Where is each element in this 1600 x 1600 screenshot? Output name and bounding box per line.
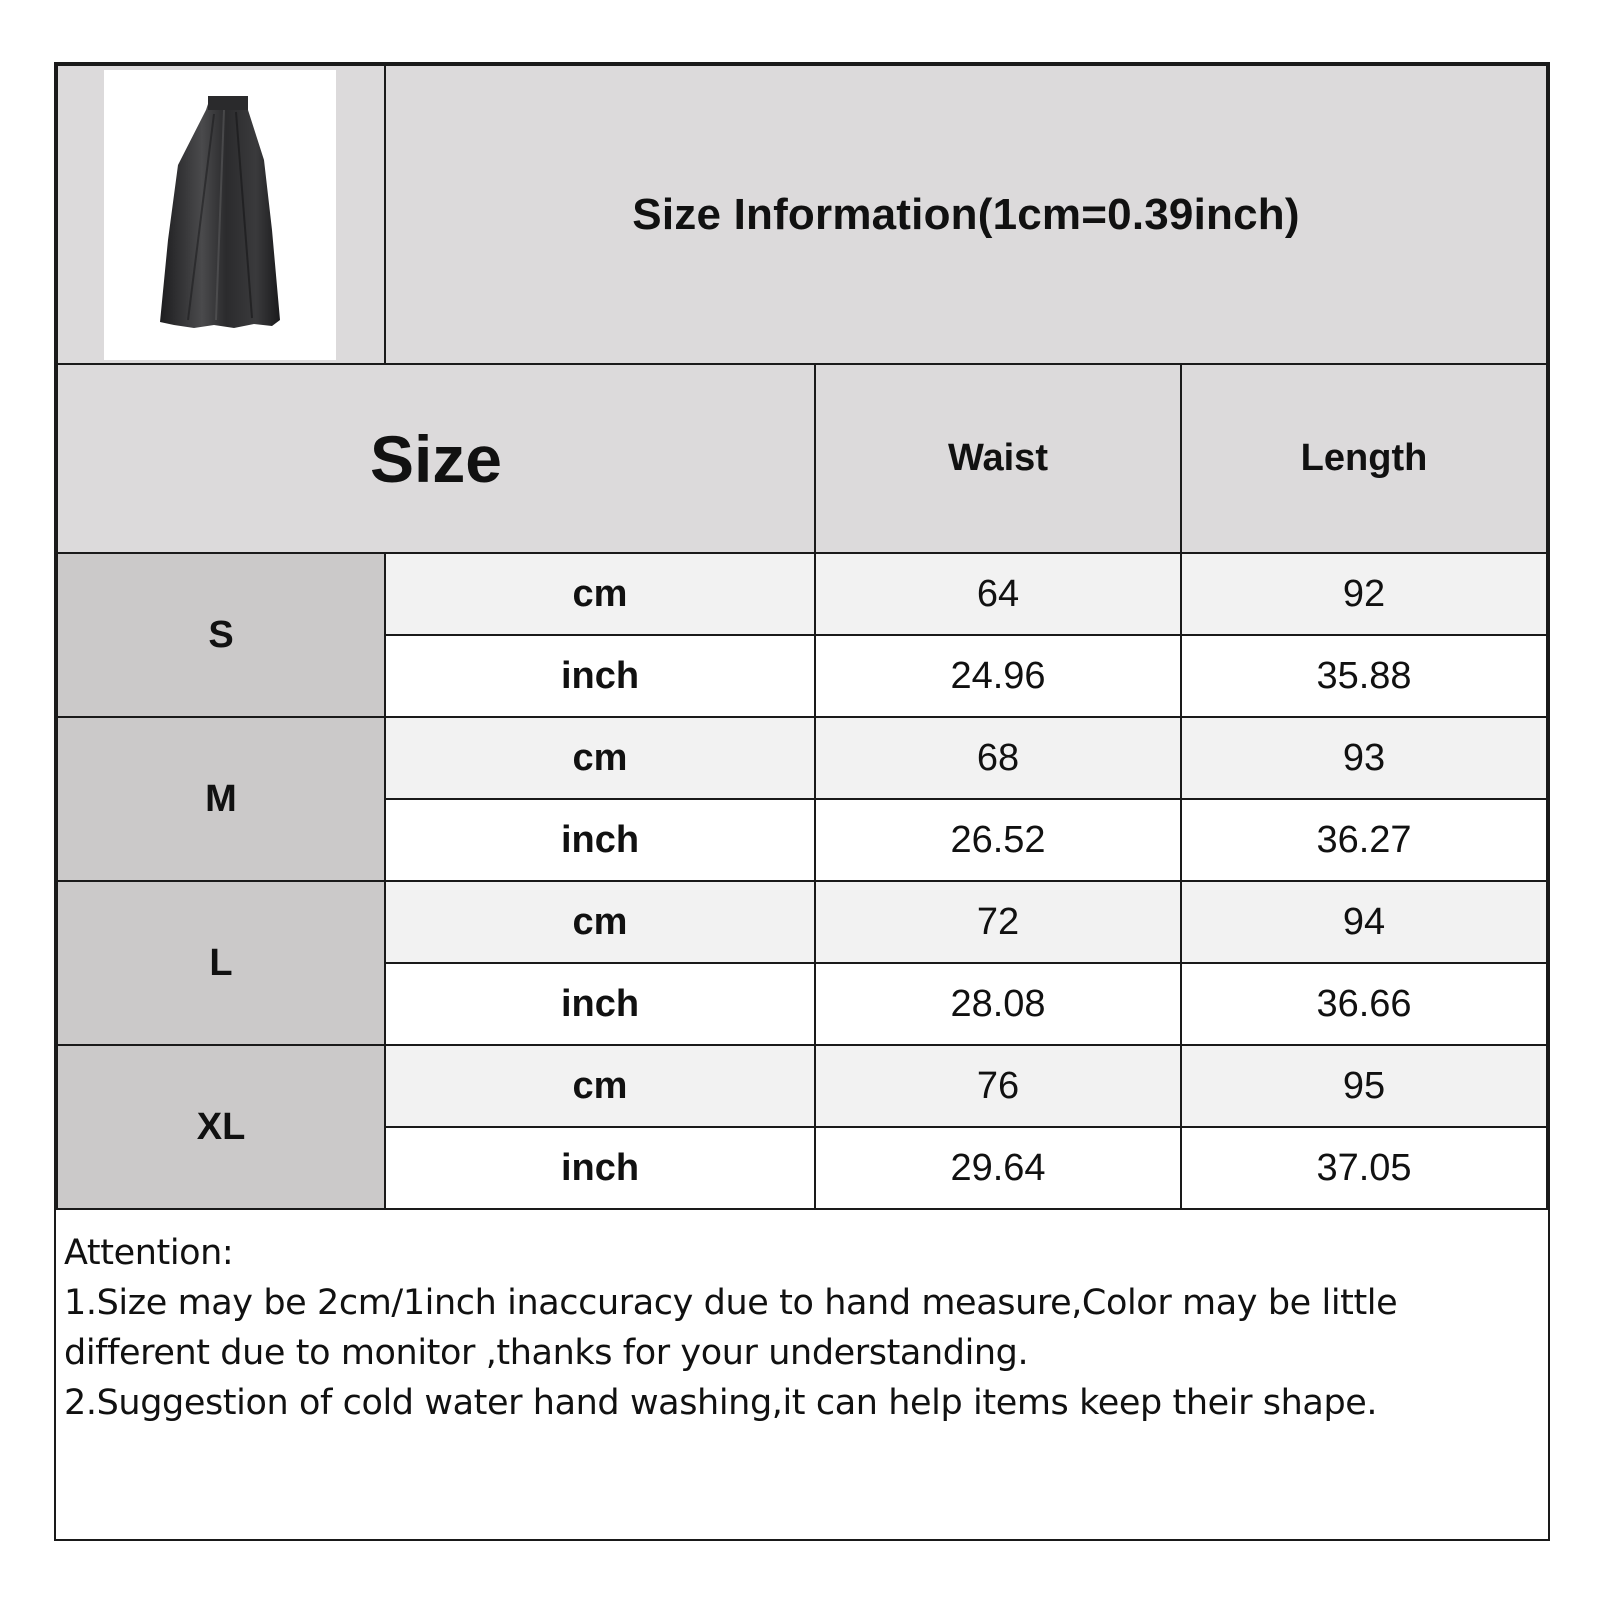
length-column-header: Length: [1180, 363, 1548, 554]
table-cell-unit: cm: [384, 880, 816, 964]
size-label-cell: XL: [56, 1044, 386, 1210]
table-cell-unit: inch: [384, 1126, 816, 1210]
size-chart: [54, 62, 1550, 1541]
table-cell-waist: 72: [814, 880, 1182, 964]
table-cell-waist: 68: [814, 716, 1182, 800]
table-cell-length: 95: [1180, 1044, 1548, 1128]
table-cell-length: 37.05: [1180, 1126, 1548, 1210]
title-cell: [384, 64, 1548, 365]
table-cell-length: 92: [1180, 552, 1548, 636]
table-cell-waist: 24.96: [814, 634, 1182, 718]
table-cell-length: 35.88: [1180, 634, 1548, 718]
table-cell-waist: 76: [814, 1044, 1182, 1128]
table-cell-length: 36.27: [1180, 798, 1548, 882]
table-cell-waist: 64: [814, 552, 1182, 636]
waist-column-header: Waist: [814, 363, 1182, 554]
size-label-cell: L: [56, 880, 386, 1046]
notes-line-2: 2.Suggestion of cold water hand washing,it can help items keep their shape.: [64, 1383, 1378, 1423]
table-cell-unit: cm: [384, 1044, 816, 1128]
table-cell-waist: 29.64: [814, 1126, 1182, 1210]
notes-line-1: 1.Size may be 2cm/1inch inaccuracy due to hand measure,Color may be little different due to monitor ,thanks for your understanding.: [64, 1283, 1398, 1373]
size-column-header: Size: [56, 363, 816, 554]
table-cell-waist: 26.52: [814, 798, 1182, 882]
product-photo-cell: [56, 64, 386, 365]
table-cell-length: 93: [1180, 716, 1548, 800]
attention-notes: [56, 1224, 1548, 1539]
notes-heading: Attention:: [64, 1233, 234, 1273]
skirt-photo-icon: [104, 70, 336, 360]
size-label-cell: M: [56, 716, 386, 882]
table-cell-waist: 28.08: [814, 962, 1182, 1046]
table-cell-unit: cm: [384, 552, 816, 636]
table-cell-unit: inch: [384, 962, 816, 1046]
size-label-cell: S: [56, 552, 386, 718]
table-cell-length: 94: [1180, 880, 1548, 964]
page-title: Size Information(1cm=0.39inch): [632, 189, 1300, 239]
table-cell-unit: inch: [384, 634, 816, 718]
table-cell-unit: cm: [384, 716, 816, 800]
table-cell-length: 36.66: [1180, 962, 1548, 1046]
table-cell-unit: inch: [384, 798, 816, 882]
